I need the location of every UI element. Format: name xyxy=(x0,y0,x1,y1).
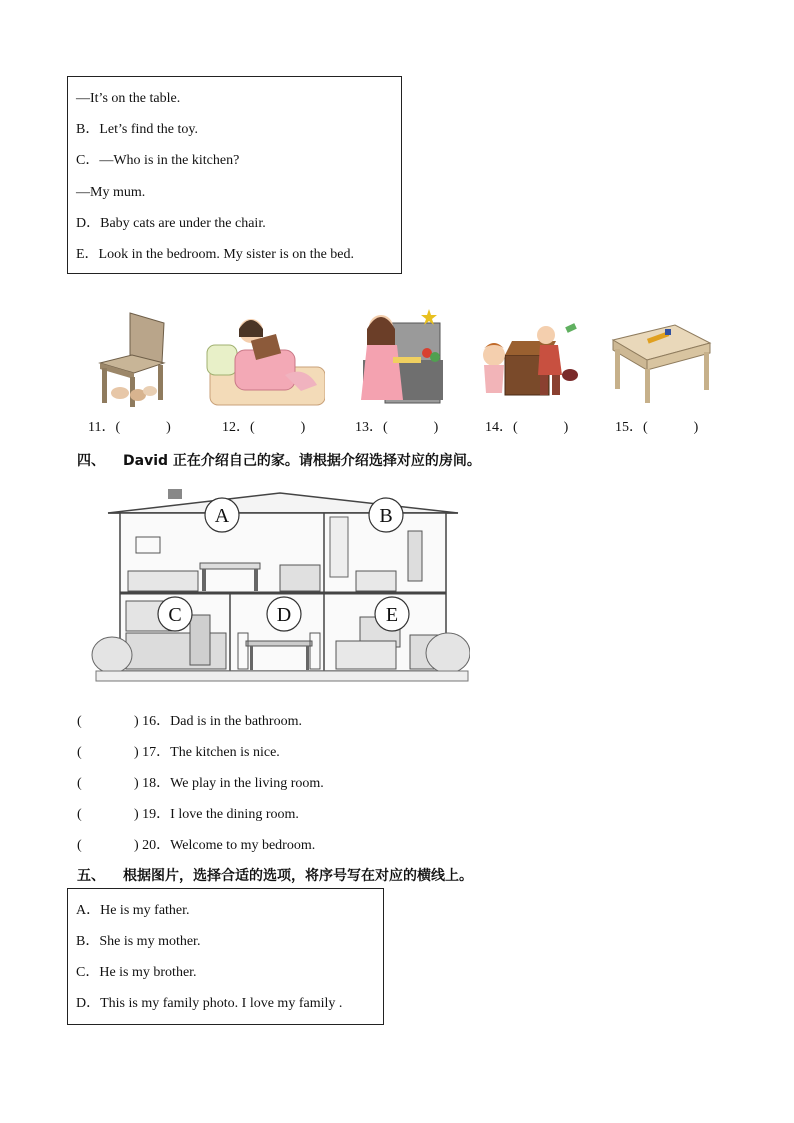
option-line: —My mum. xyxy=(76,184,146,200)
answer-blank[interactable]: ( xyxy=(77,838,82,853)
answer-blank[interactable]: 11．( ) xyxy=(88,420,171,435)
room-label-a: A xyxy=(214,505,230,527)
options-box-2 xyxy=(67,888,384,1025)
answer-blank[interactable]: 14．( ) xyxy=(485,420,569,435)
mother-cooking-in-kitchen-icon xyxy=(345,305,465,410)
picture-answer-row xyxy=(0,416,794,436)
chair-with-cats-icon xyxy=(72,305,192,410)
table-with-toy-icon xyxy=(605,305,725,410)
question-20: ( ) 20．Welcome to my bedroom. xyxy=(77,838,316,853)
room-label-c: C xyxy=(168,604,182,626)
section-number: 五、 xyxy=(77,868,105,884)
question-16: ( ) 16．Dad is in the bathroom. xyxy=(77,714,302,729)
answer-blank[interactable]: 12．( ) xyxy=(222,420,306,435)
option-line: B．She is my mother. xyxy=(76,934,201,949)
girl-reading-on-bed-icon xyxy=(205,305,325,410)
children-with-toy-box-icon xyxy=(470,305,590,410)
option-line: —It’s on the table. xyxy=(76,91,181,106)
house-diagram xyxy=(90,485,470,687)
pictures-row xyxy=(0,305,794,415)
section-title: 根据图片，选择合适的选项，将序号写在对应的横线上。 xyxy=(123,868,473,884)
question-18: ( ) 18．We play in the living room. xyxy=(77,776,324,791)
option-line: E．Look in the bedroom. My sister is on the bed. xyxy=(76,246,355,262)
answer-blank[interactable]: ( xyxy=(77,714,82,729)
option-line: C．—Who is in the kitchen? xyxy=(76,153,240,169)
option-line: D．This is my family photo. I love my family . xyxy=(76,996,343,1011)
question-17: ( ) 17．The kitchen is nice. xyxy=(77,745,280,760)
room-label-e: E xyxy=(385,604,399,626)
option-line: C．He is my brother. xyxy=(76,965,197,980)
answer-blank[interactable]: ( xyxy=(77,807,82,822)
answer-blank[interactable]: ( xyxy=(77,745,82,760)
answer-blank[interactable]: 13．( ) xyxy=(355,420,439,435)
section-4-heading xyxy=(77,450,481,470)
options-box-1 xyxy=(67,76,402,274)
section-number: 四、 xyxy=(77,453,105,469)
option-line: B．Let’s find the toy. xyxy=(76,122,198,138)
section-5-heading xyxy=(77,865,473,885)
room-label-b: B xyxy=(379,505,393,527)
section-title: David 正在介绍自己的家。请根据介绍选择对应的房间。 xyxy=(123,453,481,469)
room-label-d: D xyxy=(276,604,292,626)
option-line: A．He is my father. xyxy=(76,903,190,918)
answer-blank[interactable]: 15．( ) xyxy=(615,420,699,435)
option-line: D．Baby cats are under the chair. xyxy=(76,215,266,231)
answer-blank[interactable]: ( xyxy=(77,776,82,791)
question-19: ( ) 19．I love the dining room. xyxy=(77,807,299,822)
